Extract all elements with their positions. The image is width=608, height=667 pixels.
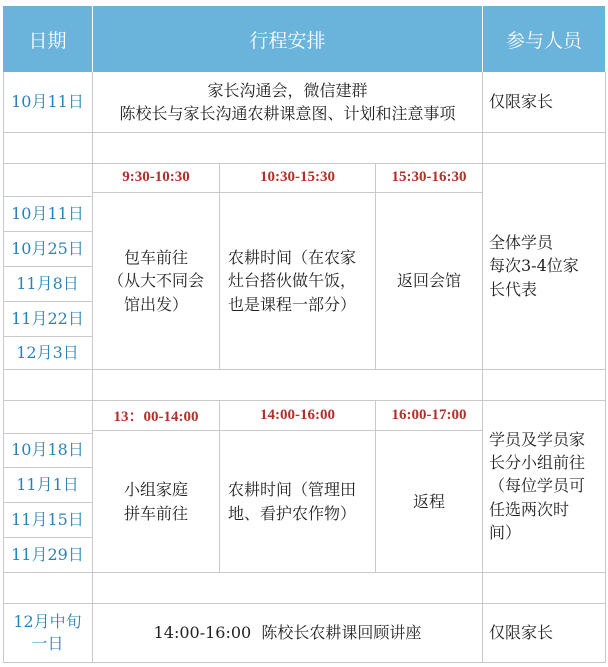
last-row-event <box>93 603 482 662</box>
block2-participants-line: 间） <box>489 522 522 542</box>
block1-participants-line: 全体学员 <box>489 233 554 253</box>
block1-transport-line: （从大不同会 <box>107 271 204 291</box>
block1-date-text: 12月3日 <box>16 342 79 362</box>
header-participants-label: 参与人员 <box>505 29 582 52</box>
block2-time <box>376 400 482 430</box>
block1-farming-line: 也是课程一部分） <box>228 294 357 314</box>
block1-date <box>3 336 92 369</box>
grid-line <box>482 72 483 662</box>
header-schedule <box>93 6 482 72</box>
row1-participants-text: 仅限家长 <box>489 92 554 112</box>
block2-date <box>3 537 92 572</box>
block1-date-text: 10月11日 <box>11 203 84 223</box>
block1-date-text: 11月22日 <box>11 308 84 328</box>
block1-transport <box>93 193 219 369</box>
block1-transport-line: 包车前往 <box>123 248 188 268</box>
grid-line <box>3 662 606 663</box>
block2-time <box>220 400 375 430</box>
row1-date <box>3 72 92 132</box>
block1-return <box>376 193 482 369</box>
block2-participants-line: 长分小组前往 <box>489 453 586 473</box>
header-date <box>3 6 92 72</box>
last-row-participants-text: 仅限家长 <box>489 622 554 642</box>
block2-date <box>3 467 92 502</box>
block1-date-text: 10月25日 <box>11 238 84 258</box>
block2-time-text: 14:00-16:00 <box>260 406 335 423</box>
last-row-date <box>3 603 92 662</box>
row1-participants <box>489 72 603 132</box>
block2-return-text: 返程 <box>412 491 445 511</box>
block2-time-text: 16:00-17:00 <box>391 406 467 423</box>
block2-farming-line: 农耕时间（管理田 <box>228 480 357 500</box>
block1-time-text: 10:30-15:30 <box>260 169 335 185</box>
block2-participants-line: 学员及学员家 <box>489 430 586 450</box>
block1-return-text: 返回会馆 <box>396 271 461 291</box>
block2-date <box>3 502 92 537</box>
row1-event-line1: 家长沟通会，微信建群 <box>207 80 368 100</box>
block2-date-text: 11月15日 <box>11 509 84 529</box>
block2-transport-line: 小组家庭 <box>123 480 188 500</box>
block1-date <box>3 196 92 231</box>
block2-return <box>376 431 482 572</box>
header-schedule-label: 行程安排 <box>249 29 326 52</box>
block2-participants-line: 任选两次时 <box>489 499 570 519</box>
block1-date <box>3 231 92 266</box>
last-row-event-text: 14:00-16:00 陈校长农耕课回顾讲座 <box>153 622 422 642</box>
block1-date <box>3 301 92 336</box>
last-row-date-line: 一日 <box>31 633 64 653</box>
block1-participants <box>489 163 603 369</box>
block2-time <box>93 400 219 430</box>
header-date-label: 日期 <box>28 29 67 52</box>
block2-date-text: 10月18日 <box>11 440 84 460</box>
block1-participants-line: 长代表 <box>489 279 538 299</box>
block1-farming-line: 农耕时间（在农家 <box>228 248 357 268</box>
block1-date-text: 11月8日 <box>16 273 79 293</box>
block1-farming-line: 灶台搭伙做午饭， <box>228 271 357 291</box>
block2-participants <box>489 400 603 572</box>
block2-transport-line: 拼车前往 <box>123 503 188 523</box>
grid-line <box>3 132 606 133</box>
block1-time <box>220 163 375 192</box>
block1-time-text: 15:30-16:30 <box>391 169 467 185</box>
block2-transport <box>93 431 219 572</box>
block1-time <box>376 163 482 192</box>
block2-date-text: 11月1日 <box>16 474 79 494</box>
block1-participants-line: 每次3-4位家 <box>489 256 579 276</box>
grid-line <box>3 572 606 573</box>
block2-time-text: 13：00-14:00 <box>113 408 199 425</box>
block1-farming <box>228 193 375 369</box>
block2-farming-line: 地、看护农作物） <box>228 503 357 523</box>
header-participants <box>483 6 605 72</box>
block1-time <box>93 163 219 192</box>
row1-event-line2: 陈校长与家长沟通农耕课意图、计划和注意事项 <box>119 104 456 123</box>
grid-line <box>605 72 606 662</box>
block2-participants-line: （每位学员可 <box>489 476 586 496</box>
block2-date <box>3 433 92 467</box>
grid-line <box>3 369 606 370</box>
block2-date-text: 11月29日 <box>11 544 84 564</box>
block2-farming <box>228 431 375 572</box>
block1-date <box>3 266 92 301</box>
last-row-participants <box>489 603 603 662</box>
block1-time-text: 9:30-10:30 <box>122 169 190 185</box>
row1-date-text: 10月11日 <box>11 92 84 112</box>
grid-line <box>219 163 220 369</box>
row1-event <box>93 72 482 132</box>
block1-transport-line: 馆出发） <box>123 294 188 314</box>
last-row-date-line: 12月中旬 <box>13 611 82 631</box>
